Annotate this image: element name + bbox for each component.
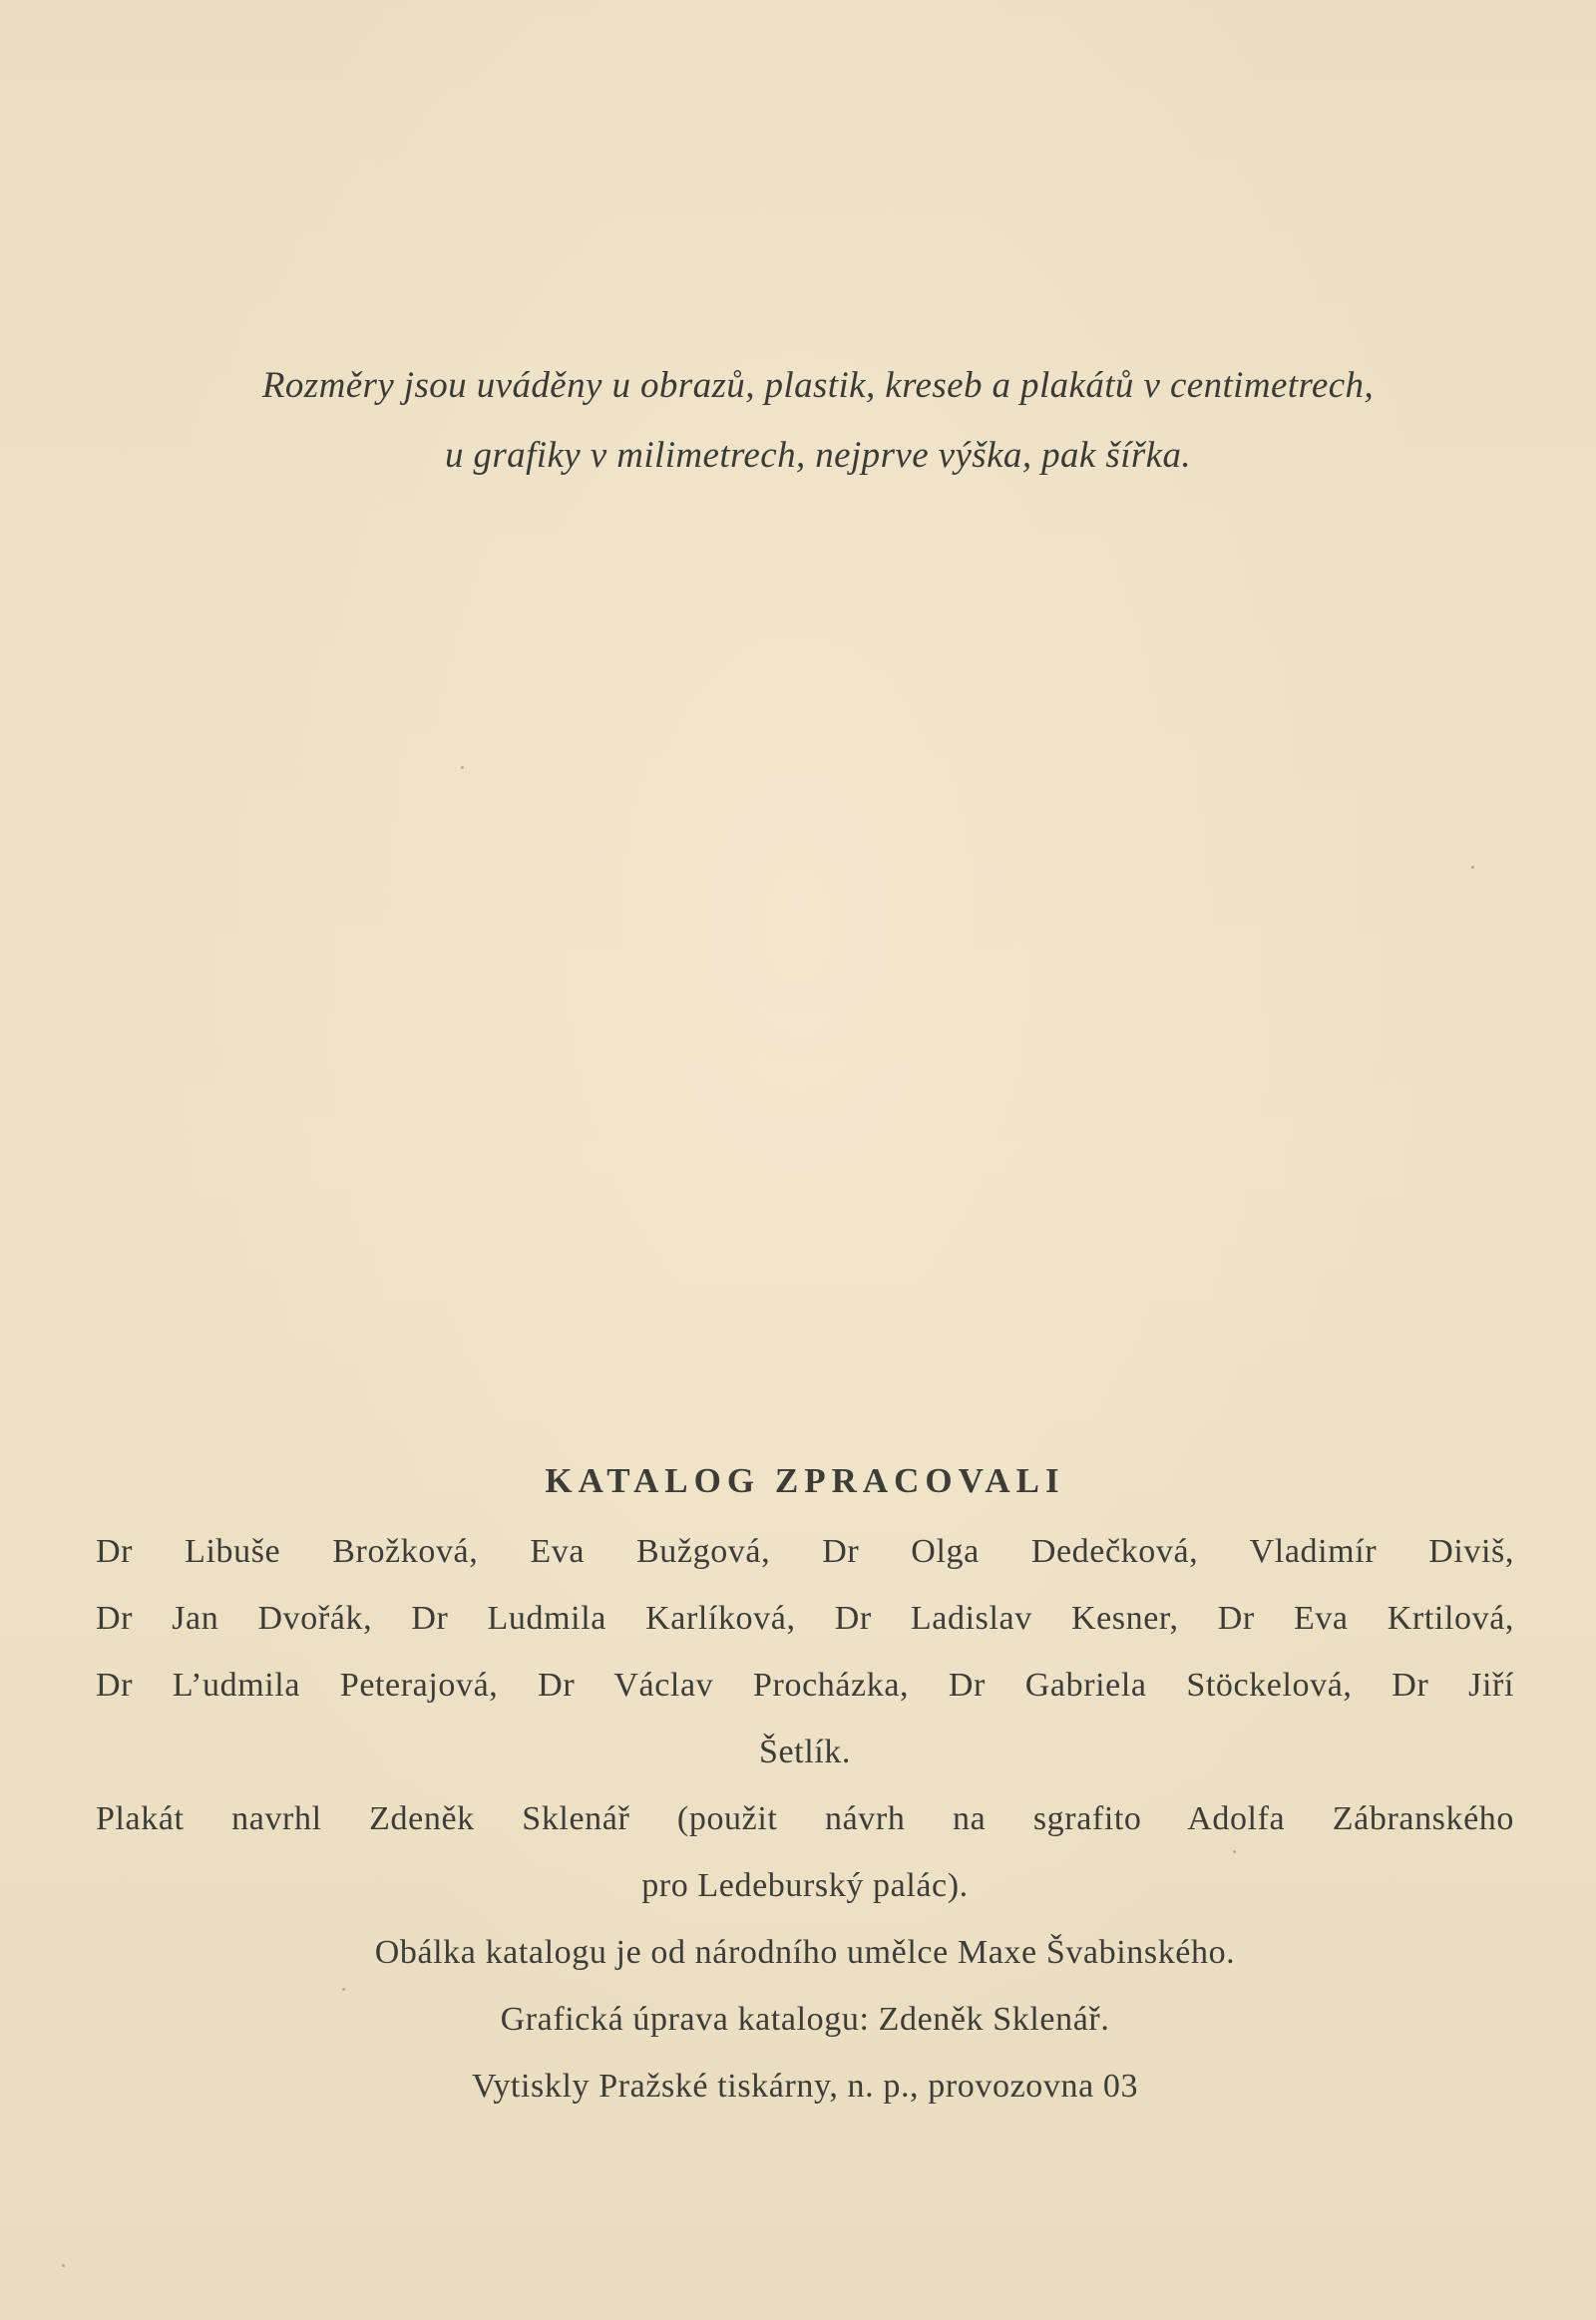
credits-heading: KATALOG ZPRACOVALI bbox=[545, 1461, 1065, 1500]
poster-credit-line-1: Plakát navrhl Zdeněk Sklenář (použit návrh na sgrafito Adolfa Zábranského bbox=[96, 1800, 1514, 1837]
catalog-credits bbox=[96, 1454, 1514, 2120]
paper-speck bbox=[1471, 866, 1474, 869]
authors-line-3: Dr L’udmila Peterajová, Dr Václav Procházka, Dr Gabriela Stöckelová, Dr Jiří bbox=[96, 1667, 1514, 1704]
authors-line-1: Dr Libuše Brožková, Eva Bužgová, Dr Olga Dedečková, Vladimír Diviš, bbox=[96, 1533, 1514, 1570]
authors-list bbox=[96, 1518, 1514, 2120]
dimensions-note-line-1: Rozměry jsou uváděny u obrazů, plastik, kreseb a plakátů v centimetrech, bbox=[261, 365, 1375, 406]
paper-speck bbox=[62, 2264, 65, 2267]
paper-speck bbox=[461, 766, 464, 769]
dimensions-note bbox=[120, 351, 1516, 491]
paper-speck bbox=[342, 1988, 345, 1991]
paper-speck bbox=[1233, 1850, 1236, 1853]
authors-line-4: Šetlík. bbox=[758, 1734, 852, 1770]
poster-credit-line-2: pro Ledeburský palác). bbox=[641, 1867, 969, 1904]
authors-line-2: Dr Jan Dvořák, Dr Ludmila Karlíková, Dr Ladislav Kesner, Dr Eva Krtilová, bbox=[96, 1600, 1514, 1637]
cover-credit: Obálka katalogu je od národního umělce Maxe Švabinského. bbox=[374, 1934, 1236, 1971]
printer-credit: Vytiskly Pražské tiskárny, n. p., provozovna 03 bbox=[471, 2068, 1139, 2105]
design-credit: Grafická úprava katalogu: Zdeněk Sklenář. bbox=[500, 2001, 1110, 2038]
dimensions-note-line-2: u grafiky v milimetrech, nejprve výška, pak šířka. bbox=[444, 435, 1192, 476]
